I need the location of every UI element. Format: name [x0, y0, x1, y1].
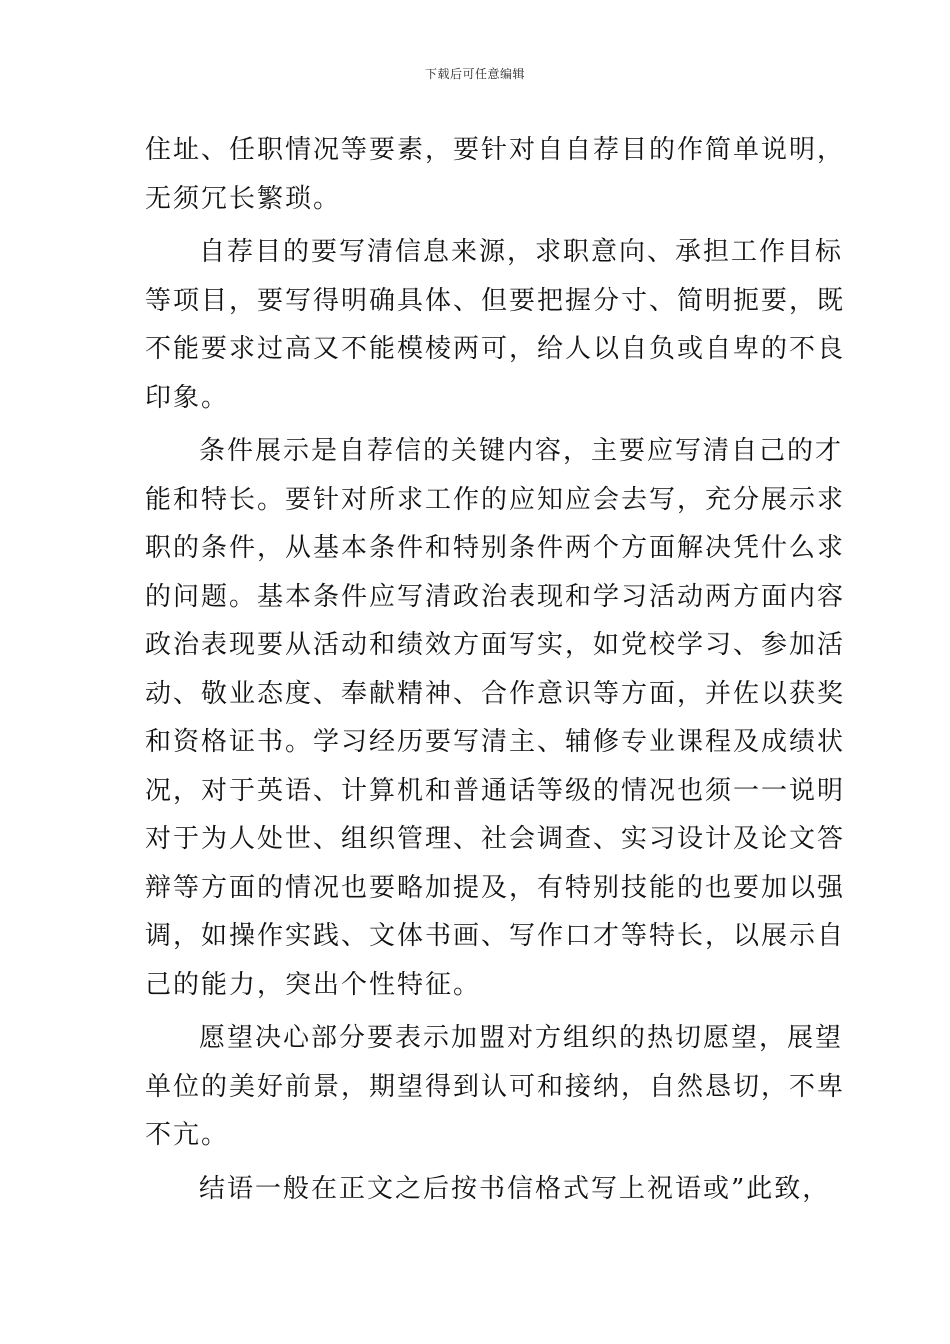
text-line: 无须冗长繁琐。 — [145, 183, 342, 214]
text-line: 况，对于英语、计算机和普通话等级的情况也须一一说明 — [145, 775, 846, 806]
header-note: 下载后可任意编辑 — [424, 67, 525, 81]
text-line: 己的能力，突出个性特征。 — [145, 969, 482, 1000]
text-line: 不亢。 — [145, 1120, 230, 1150]
text-line: 和资格证书。学习经历要写清主、辅修专业课程及成绩状 — [145, 727, 846, 757]
text-line: 的问题。基本条件应写清政治表现和学习活动两方面内容 — [145, 581, 846, 612]
text-line: 等项目，要写得明确具体、但要把握分寸、简明扼要，既 — [145, 285, 846, 316]
text-line: 调，如操作实践、文体书画、写作口才等特长，以展示自 — [145, 921, 846, 951]
text-line: 政治表现要从活动和绩效方面写实，如党校学习、参加活 — [145, 630, 846, 660]
text-line: 单位的美好前景，期望得到认可和接纳，自然恳切，不卑 — [145, 1071, 846, 1102]
paragraph-start-line: 条件展示是自荐信的关键内容，主要应写清自己的才 — [199, 436, 844, 466]
text-line: 不能要求过高又不能模棱两可，给人以自负或自卑的不良 — [145, 334, 846, 364]
text-line: 能和特长。要针对所求工作的应知应会去写，充分展示求 — [145, 484, 846, 515]
text-line: 动、敬业态度、奉献精神、合作意识等方面，并佐以获奖 — [145, 678, 846, 709]
paragraph-start-line: 愿望决心部分要表示加盟对方组织的热切愿望，展望 — [199, 1023, 844, 1053]
paragraph-start-line: 自荐目的要写清信息来源，求职意向、承担工作目标 — [199, 237, 844, 267]
document-body — [145, 126, 846, 1213]
text-line: 职的条件，从基本条件和特别条件两个方面解决凭什么求 — [145, 533, 846, 563]
text-line: 对于为人处世、组织管理、社会调查、实习设计及论文答 — [145, 824, 846, 854]
paragraph-start-line: 结语一般在正文之后按书信格式写上祝语或”此致， — [199, 1173, 831, 1204]
text-line: 住址、任职情况等要素，要针对自自荐目的作简单说明， — [145, 135, 846, 165]
text-line: 辩等方面的情况也要略加提及，有特别技能的也要加以强 — [145, 872, 846, 903]
text-line: 印象。 — [145, 382, 230, 413]
